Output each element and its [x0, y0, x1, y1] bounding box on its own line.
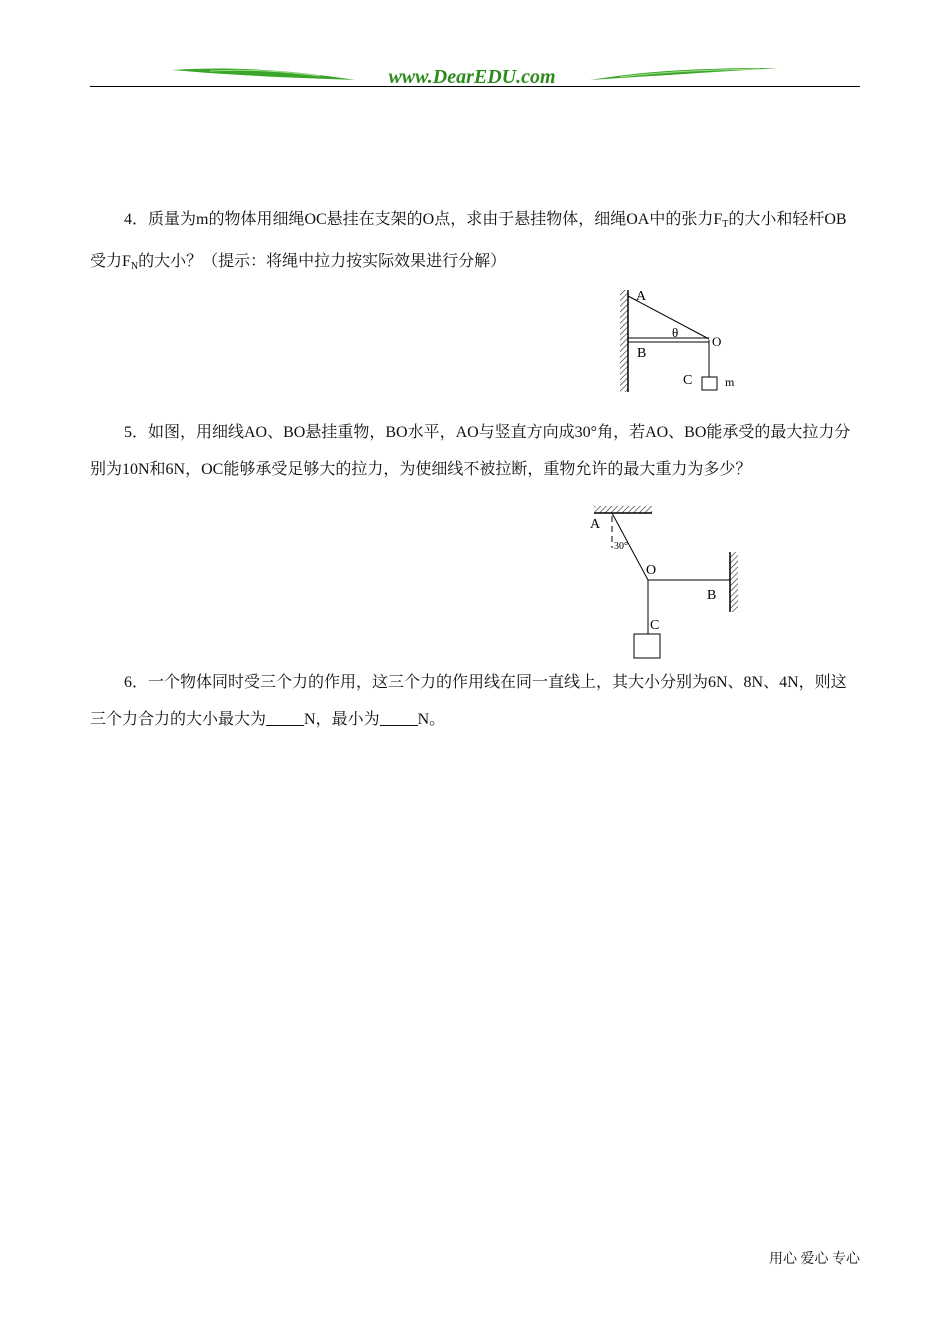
right-swoosh: [590, 68, 778, 80]
q4-subscript-t: T: [722, 219, 729, 230]
q6-text-part3: N。: [417, 711, 446, 728]
ceiling-hatching: [594, 506, 652, 513]
label-angle: 30°: [614, 541, 628, 552]
question-6: [90, 664, 860, 738]
q4-text-part2: 的大小和轻杆OB受力F: [90, 211, 847, 270]
question-5: 5．如图，用细线AO、BO悬挂重物，BO水平，AO与竖直方向成30°角，若AO、BO能承受的最大拉力分别为10N和6N，OC能够承受足够大的拉力，为使细线不被拉断，重物允许的最大重力为多少？: [90, 424, 851, 478]
figure-q5: [580, 498, 750, 666]
figure-q4: [610, 282, 750, 394]
q4-text-part1: 4．质量为m的物体用细绳OC悬挂在支架的O点，求由于悬挂物体，细绳OA中的张力F: [124, 211, 723, 228]
label-c: C: [650, 618, 660, 633]
weight-block: [634, 634, 660, 658]
left-swoosh: [172, 68, 355, 80]
footer-slogan: 用心 爱心 专心: [769, 1252, 860, 1267]
label-theta: θ: [672, 325, 679, 340]
right-wall-hatching: [730, 552, 738, 612]
label-o: O: [646, 563, 657, 578]
label-b: B: [637, 346, 647, 361]
site-logo-text: www.DearEDU.com: [388, 66, 556, 88]
site-logo: [170, 58, 780, 94]
label-a: A: [590, 517, 601, 532]
answer-blank-max[interactable]: [266, 711, 304, 726]
q6-text-part2: N，最小为: [304, 711, 380, 728]
label-b: B: [707, 588, 717, 603]
q4-text-part3: 的大小？（提示：将绳中拉力按实际效果进行分解）: [138, 253, 507, 270]
label-a: A: [636, 289, 647, 304]
header-rule: [90, 86, 860, 87]
answer-blank-min[interactable]: [380, 711, 418, 726]
wall-hatching: [620, 290, 628, 392]
q6-text-part1: 6．一个物体同时受三个力的作用，这三个力的作用线在同一直线上，其大小分别为6N、8N、4N，则这三个力合力的大小最大为: [90, 674, 847, 728]
label-c: C: [683, 373, 693, 388]
label-o: O: [712, 334, 722, 349]
question-4: [90, 201, 860, 285]
mass-block: [702, 377, 717, 390]
label-m: m: [725, 375, 735, 389]
q4-subscript-n: N: [130, 261, 139, 272]
